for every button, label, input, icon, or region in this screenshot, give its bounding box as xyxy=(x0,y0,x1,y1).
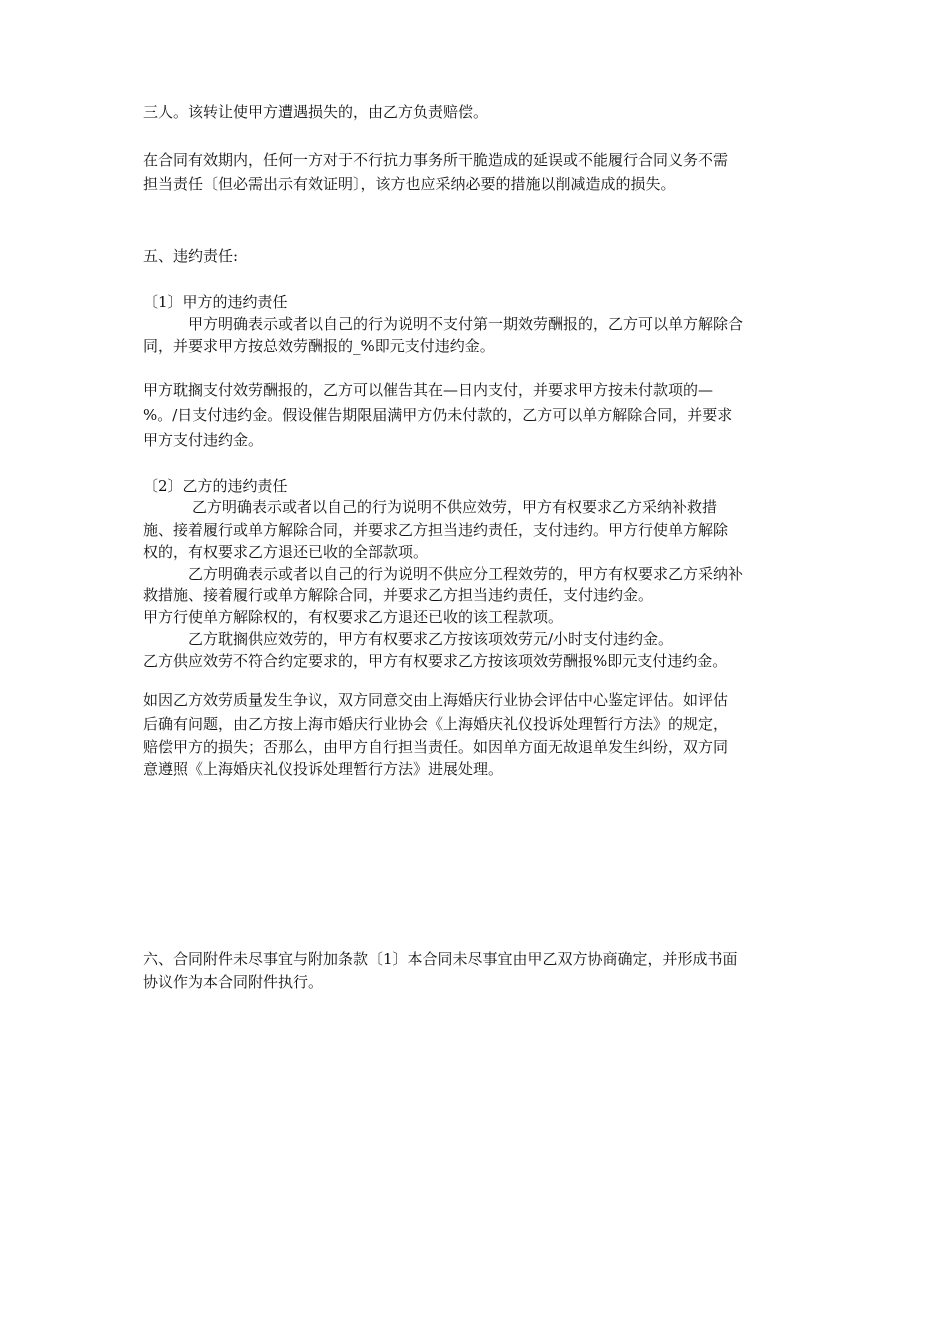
subsection-heading: 〔1〕甲方的违约责任 xyxy=(143,293,288,311)
paragraph-line: 甲方支付违约金。 xyxy=(143,431,264,449)
paragraph-line: 乙方明确表示或者以自己的行为说明不供应效劳，甲方有权要求乙方采纳补救措 xyxy=(192,498,718,516)
paragraph-line: 协议作为本合同附件执行。 xyxy=(143,973,324,991)
paragraph-line: 乙方耽搁供应效劳的，甲方有权要求乙方按该项效劳元/小时支付违约金。 xyxy=(188,630,674,648)
paragraph-line: 权的，有权要求乙方退还已收的全部款项。 xyxy=(143,543,429,561)
paragraph-line: 后确有问题，由乙方按上海市婚庆行业协会《上海婚庆礼仪投诉处理暂行方法》的规定， xyxy=(143,715,729,733)
paragraph-line: %。/日支付违约金。假设催告期限届满甲方仍未付款的，乙方可以单方解除合同，并要求 xyxy=(143,406,733,424)
paragraph-line: 救措施、接着履行或单方解除合同，并要求乙方担当违约责任，支付违约金。 xyxy=(143,586,654,604)
paragraph-line: 甲方明确表示或者以自己的行为说明不支付第一期效劳酬报的，乙方可以单方解除合 xyxy=(188,315,744,333)
paragraph-line: 同，并要求甲方按总效劳酬报的_%即元支付违约金。 xyxy=(143,337,495,355)
paragraph-line: 在合同有效期内，任何一方对于不行抗力事务所干脆造成的延误或不能履行合同义务不需 xyxy=(143,151,729,169)
paragraph-line: 施、接着履行或单方解除合同，并要求乙方担当违约责任，支付违约。甲方行使单方解除 xyxy=(143,521,729,539)
paragraph-line: 如因乙方效劳质量发生争议，双方同意交由上海婚庆行业协会评估中心鉴定评估。如评估 xyxy=(143,691,729,709)
paragraph-line: 赔偿甲方的损失；否那么，由甲方自行担当责任。如因单方面无故退单发生纠纷，双方同 xyxy=(143,738,729,756)
subsection-heading: 〔2〕乙方的违约责任 xyxy=(143,477,288,495)
paragraph-line: 意遵照《上海婚庆礼仪投诉处理暂行方法》进展处理。 xyxy=(143,760,504,778)
paragraph-line: 甲方耽搁支付效劳酬报的，乙方可以催告其在—日内支付，并要求甲方按未付款项的— xyxy=(143,381,714,399)
paragraph-line: 担当责任〔但必需出示有效证明〕，该方也应采纳必要的措施以削减造成的损失。 xyxy=(143,175,676,193)
section-heading: 六、合同附件未尽事宜与附加条款〔1〕本合同未尽事宜由甲乙双方协商确定，并形成书面 xyxy=(143,950,738,968)
paragraph-line: 乙方明确表示或者以自己的行为说明不供应分工程效劳的，甲方有权要求乙方采纳补 xyxy=(188,565,744,583)
paragraph-line: 甲方行使单方解除权的，有权要求乙方退还已收的该工程款项。 xyxy=(143,608,564,626)
paragraph-line: 三人。该转让使甲方遭遇损失的，由乙方负责赔偿。 xyxy=(143,103,489,121)
paragraph-line: 乙方供应效劳不符合约定要求的，甲方有权要求乙方按该项效劳酬报%即元支付违约金。 xyxy=(143,652,728,670)
section-heading: 五、违约责任: xyxy=(143,247,239,265)
